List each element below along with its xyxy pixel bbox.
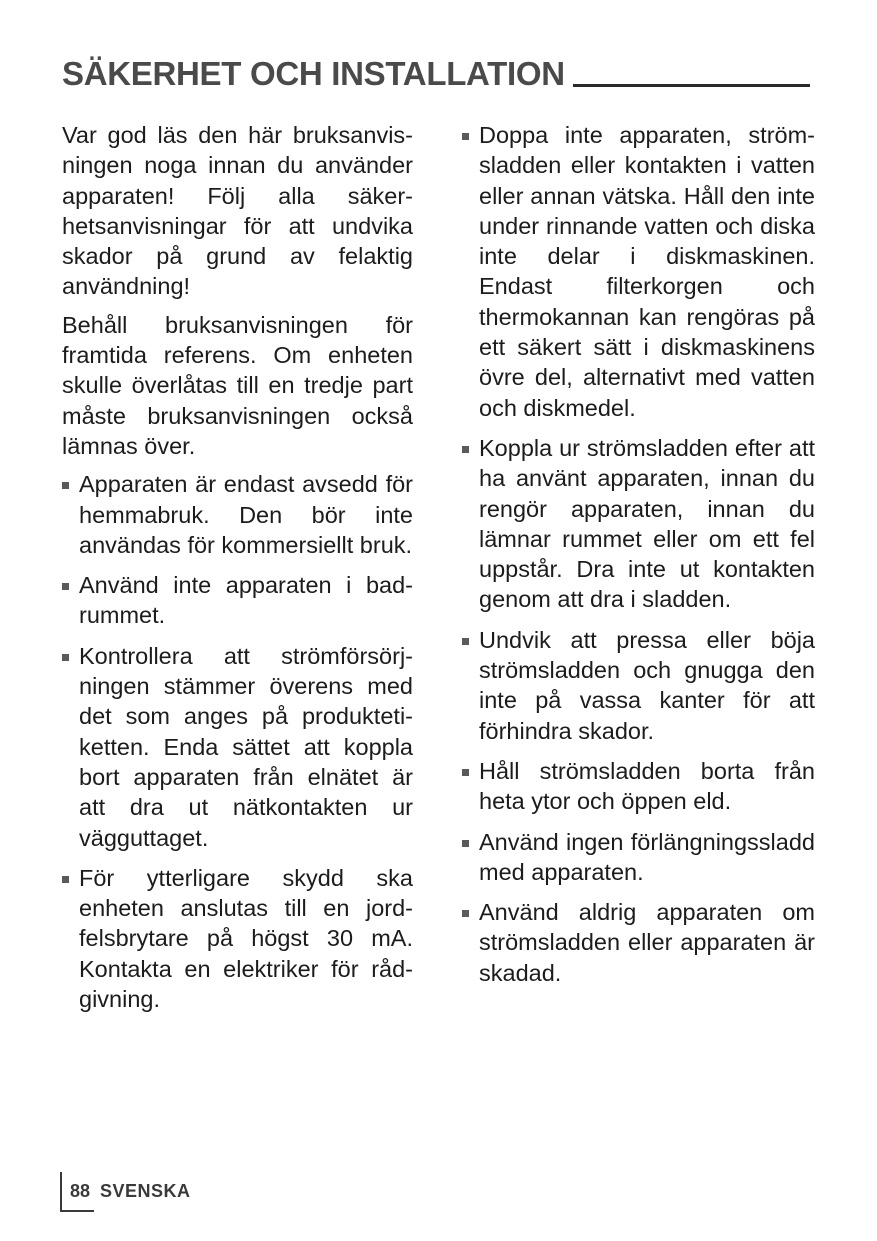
square-bullet-icon [462,840,469,847]
list-item [62,641,413,853]
footer-corner-horizontal-rule [60,1210,94,1212]
list-item-text: Använd aldrig apparaten om strömsladden eller apparaten är skadad. [479,899,815,986]
page-title: SÄKERHET OCH INSTALLATION [62,55,565,92]
list-item [462,625,815,746]
list-item [462,897,815,988]
list-item-text: Kontrollera att strömförsörjningen stämmer överens med det som anges på produktetiketten. Enda sättet att koppla bort apparaten från elnätet är att dra ut nätkontakten ur vägguttaget. [79,642,413,851]
list-item-text: Använd ingen förlängningssladd med apparaten. [479,828,815,885]
right-column [462,120,815,998]
footer-corner-vertical-rule [60,1172,62,1212]
left-bullet-list [62,469,413,1014]
intro-paragraph: Var god läs den här bruksanvisningen noga innan du använder apparaten! Följ alla säkerhetsanvisningar för att undvika skador på grund av felaktig användning! [62,122,413,300]
square-bullet-icon [462,769,469,776]
title-underline-rule [573,84,810,87]
reference-paragraph: Behåll bruksanvisningen för framtida referens. Om enheten skulle överlåtas till en tredje part måste bruksanvisningen också lämnas över. [62,311,413,459]
square-bullet-icon [462,638,469,645]
page-header [62,46,810,90]
list-item [62,863,413,1014]
square-bullet-icon [62,583,69,590]
square-bullet-icon [462,446,469,453]
language-label: SVENSKA [100,1181,191,1201]
list-item-text: Håll strömsladden borta från heta ytor och öppen eld. [479,757,815,815]
list-item [462,120,815,423]
list-item-text: Använd inte apparaten i badrummet. [79,572,413,629]
list-item [62,570,413,631]
list-item-text: För ytterligare skydd ska enheten anslutas till en jordfelsbrytare på högst 30 mA. Kontakta en elektriker för rådgivning. [79,864,413,1013]
footer-label [70,1181,191,1202]
square-bullet-icon [62,876,69,883]
list-item-text: Apparaten är endast avsedd för hemmabruk. Den bör inte användas för kommersiellt bruk. [79,471,413,558]
square-bullet-icon [462,133,469,140]
left-column [62,120,413,1024]
list-item-text: Doppa inte apparaten, strömsladden eller kontakten i vatten eller annan vätska. Håll den inte under rinnande vatten och diska inte delar i diskmaskinen. Endast filterkorgen och thermokannan kan rengöras på ett säkert sätt i diskmaskinens övre del, alternativt med vatten och diskmedel. [479,122,815,421]
right-bullet-list [462,120,815,988]
square-bullet-icon [62,482,69,489]
page-footer [60,1172,220,1212]
list-item-text: Koppla ur strömsladden efter att ha använt apparaten, innan du rengör apparaten, innan du lämnar rummet eller om ett fel uppstår. Dra inte ut kontakten genom att dra i sladden. [479,434,815,613]
list-item [462,433,815,615]
list-item-text: Undvik att pressa eller böja strömsladden och gnugga den inte på vassa kanter för att förhindra skador. [479,626,815,744]
square-bullet-icon [62,654,69,661]
square-bullet-icon [462,910,469,917]
list-item [462,756,815,817]
list-item [462,827,815,888]
list-item [62,469,413,560]
page-number: 88 [70,1181,91,1201]
